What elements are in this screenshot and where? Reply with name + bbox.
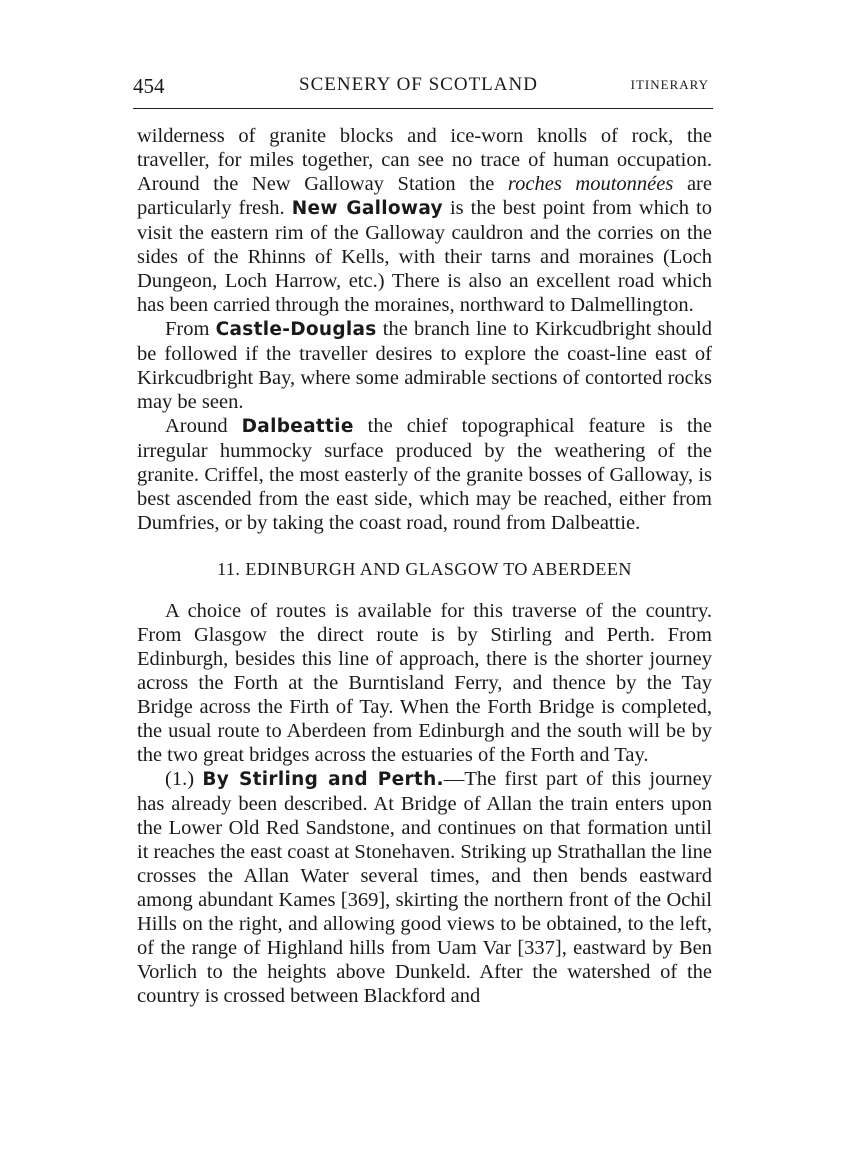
paragraph-dalbeattie: [137, 414, 712, 535]
place-name-bold: Dalbeattie: [241, 416, 354, 437]
section-heading: 11. EDINBURGH AND GLASGOW TO ABERDEEN: [217, 559, 632, 579]
paragraph-choice-of-routes: [137, 599, 712, 767]
paragraph-text: are particularly fresh.: [137, 173, 712, 219]
paragraph-text: —The first part of this journey has already been described. At Bridge of Allan the train enters upon the Lower Old Red Sandstone, and continues on that formation until it reaches the east coast at Stonehaven. Striking up Strathallan the line crosses the Allan Water several times, and then bends eastward among abundant Kames [369], skirting the northern front of the Ochil Hills on the right, and allowing good views to be obtained, to the left, of the range of Highland hills from Uam Var [337], eastward by Ben Vorlich to the heights above Dunkeld. After the watershed of the country is crossed between Blackford and: [137, 768, 712, 1007]
route-name-bold: By Stirling and Perth.: [202, 769, 444, 790]
paragraph-wilderness: [137, 124, 712, 317]
paragraph-text: wilderness of granite blocks and ice-worn knolls of rock, the traveller, for miles together, can see no trace of human occupation. Around the New Galloway Station the: [137, 125, 712, 195]
paragraph-stirling-perth: [137, 767, 712, 1008]
page-header: [133, 74, 713, 104]
place-name-bold: New Galloway: [291, 198, 443, 219]
paragraph-text: is the best point from which to visit the eastern rim of the Galloway cauldron and the corries on the sides of the Rhinns of Kells, with their tarns and moraines (Loch Dungeon, Loch Harrow, etc.) There is also an excellent road which has been carried through the moraines, northward to Dalmellington.: [137, 197, 712, 316]
paragraph-text: A choice of routes is available for this traverse of the country. From Glasgow the direct route is by Stirling and Perth. From Edinburgh, besides this line of approach, there is the shorter journey across the Forth at the Burntisland Ferry, and thence by the Tay Bridge across the Firth of Tay. When the Forth Bridge is completed, the usual route to Aberdeen from Edinburgh and the south will be by the two great bridges across the estuaries of the Forth and Tay.: [137, 600, 712, 766]
italic-term: roches moutonnées: [507, 173, 674, 195]
paragraph-text: (1.): [165, 768, 203, 790]
section-tag: ITINERARY: [630, 77, 709, 92]
paragraph-text: the branch line to Kirkcudbright should be followed if the traveller desires to explore the coast-line east of Kirkcudbright Bay, where some admirable sections of contorted rocks may be seen.: [137, 318, 712, 413]
paragraph-castle-douglas: [137, 317, 712, 414]
paragraph-text: Around: [165, 415, 242, 437]
place-name-bold: Castle-Douglas: [215, 319, 377, 340]
paragraph-text: From: [165, 318, 216, 340]
body-text: [137, 124, 712, 1008]
page-number: 454: [133, 74, 165, 98]
header-rule: [133, 108, 713, 109]
paragraph-text: the chief topographical feature is the irregular hummocky surface produced by the weathering of the granite. Criffel, the most easterly of the granite bosses of Galloway, is best ascended from the east side, which may be reached, either from Dumfries, or by taking the coast road, round from Dalbeattie.: [137, 415, 712, 534]
running-title: SCENERY OF SCOTLAND: [299, 74, 538, 95]
